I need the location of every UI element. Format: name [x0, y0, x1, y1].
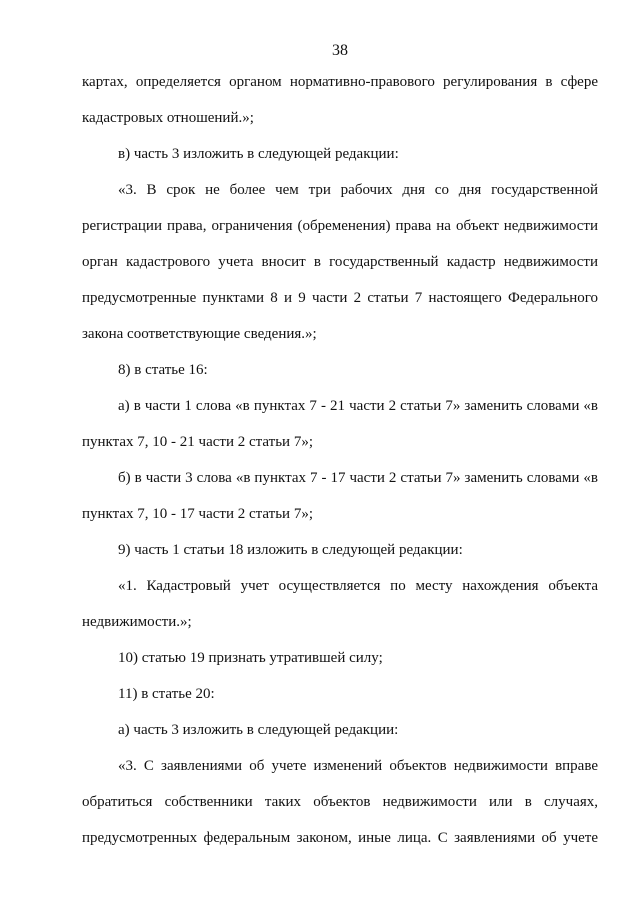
text-line: 8) в статье 16: — [118, 362, 208, 378]
text-line: предусмотренные пунктами 8 и 9 части 2 статьи 7 настоящего Федерального — [82, 290, 598, 306]
text-line: обратиться собственники таких объектов недвижимости или в случаях, — [82, 794, 598, 810]
text-line: пунктах 7, 10 - 21 части 2 статьи 7»; — [82, 434, 313, 450]
text-line: а) часть 3 изложить в следующей редакции: — [118, 722, 399, 738]
text-line: а) в части 1 слова «в пунктах 7 - 21 части 2 статьи 7» заменить словами «в — [118, 398, 598, 414]
text-line: «1. Кадастровый учет осуществляется по месту нахождения объекта — [118, 578, 598, 594]
text-line: орган кадастрового учета вносит в государственный кадастр недвижимости — [82, 254, 598, 270]
text-line: кадастровых отношений.»; — [82, 110, 254, 126]
document-body — [82, 64, 598, 856]
text-line: недвижимости.»; — [82, 614, 192, 630]
text-line: 10) статью 19 признать утратившей силу; — [118, 650, 383, 666]
text-line: предусмотренных федеральным законом, иные лица. С заявлениями об учете — [82, 830, 598, 846]
page-number: 38 — [332, 42, 348, 59]
text-line: «3. В срок не более чем три рабочих дня со дня государственной — [118, 182, 598, 198]
text-line: «3. С заявлениями об учете изменений объектов недвижимости вправе — [118, 758, 598, 774]
text-line: пунктах 7, 10 - 17 части 2 статьи 7»; — [82, 506, 313, 522]
text-line: б) в части 3 слова «в пунктах 7 - 17 части 2 статьи 7» заменить словами «в — [118, 470, 598, 486]
text-line: картах, определяется органом нормативно-правового регулирования в сфере — [82, 74, 598, 90]
text-line: регистрации права, ограничения (обременения) права на объект недвижимости — [82, 218, 598, 234]
text-line: 11) в статье 20: — [118, 686, 215, 702]
text-line: 9) часть 1 статьи 18 изложить в следующей редакции: — [118, 542, 463, 558]
text-line: закона соответствующие сведения.»; — [82, 326, 317, 342]
text-line: в) часть 3 изложить в следующей редакции: — [118, 146, 399, 162]
